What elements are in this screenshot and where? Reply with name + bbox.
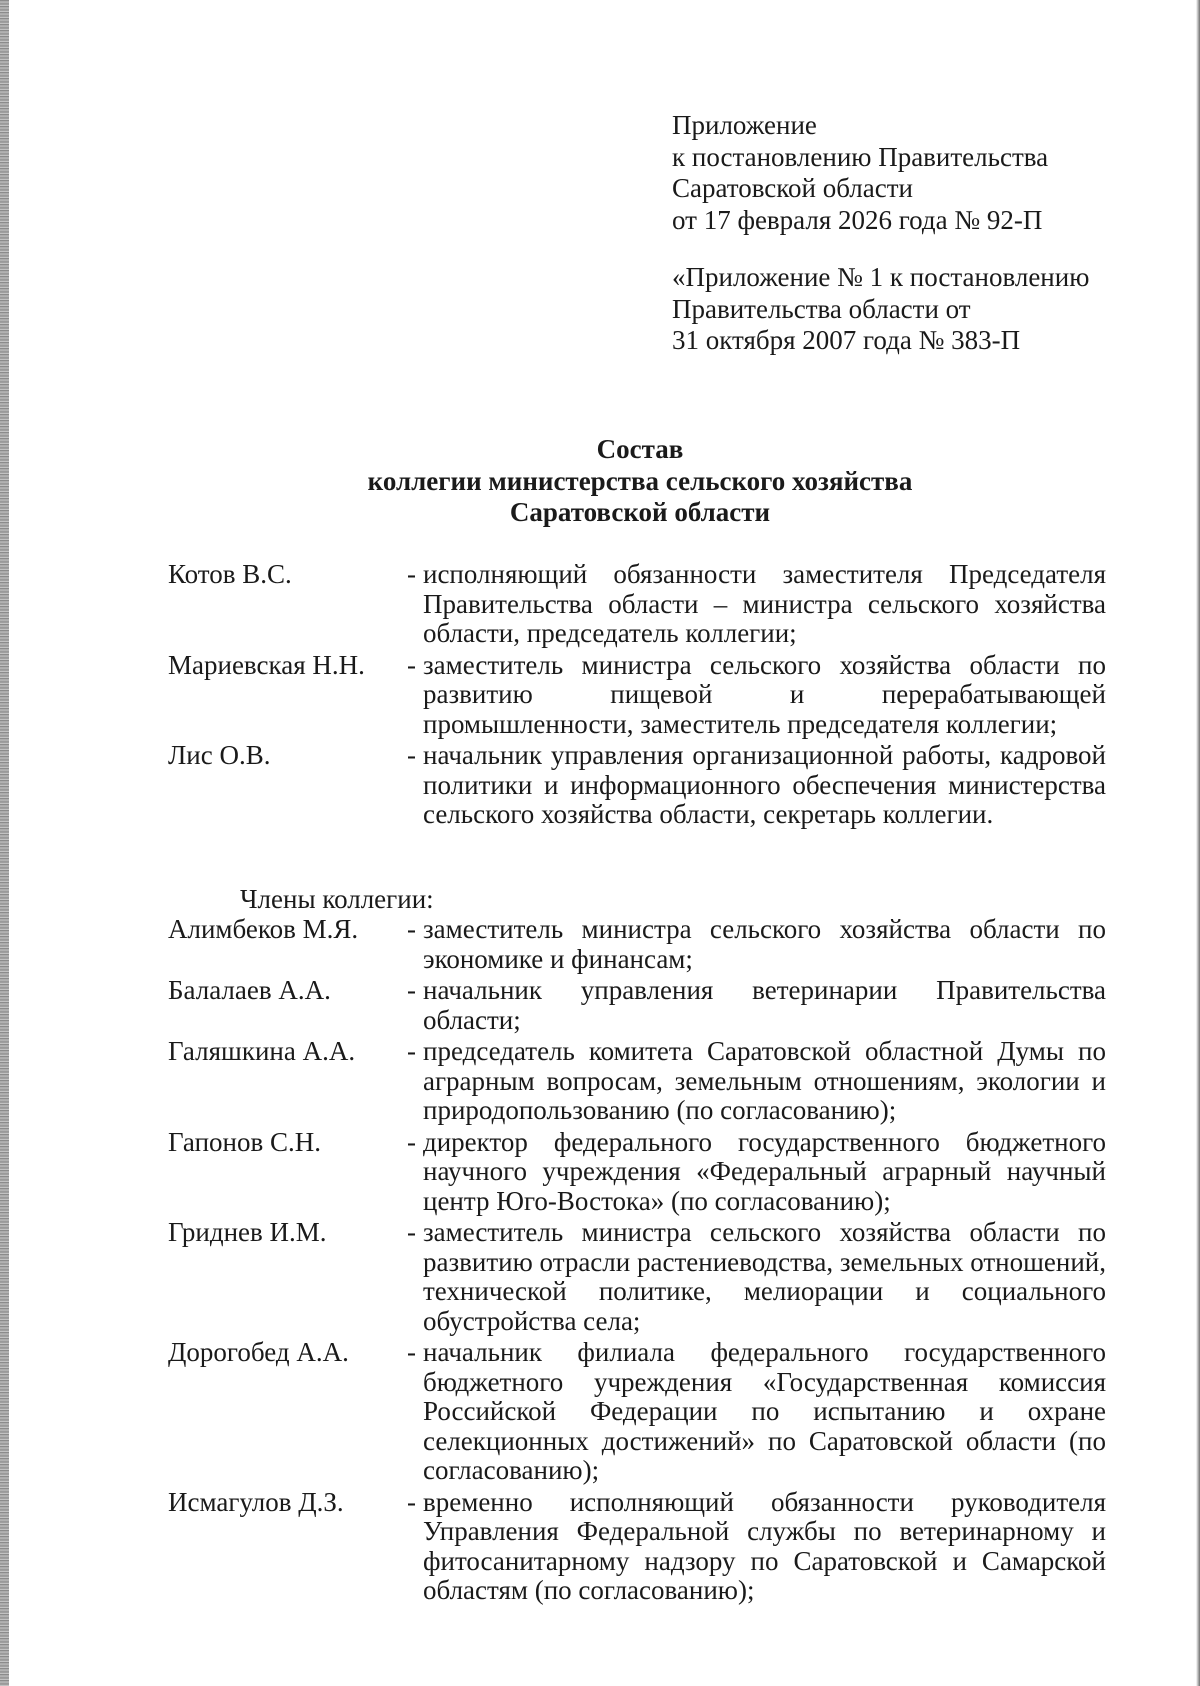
member-name: Мариевская Н.Н.: [168, 649, 365, 680]
member-row: [168, 1488, 1106, 1606]
title-line: Саратовской области: [509, 497, 771, 527]
member-role: - начальник управления ветеринарии Правительства области;: [407, 976, 1106, 1035]
member-name: Лис О.В.: [168, 740, 271, 770]
member-name: Гриднев И.М.: [168, 1217, 327, 1247]
appendix-line: Правительства области от: [672, 293, 971, 324]
appendix-line: к постановлению Правительства: [672, 141, 1049, 172]
appendix-line: от 17 февраля 2026 года № 92-П: [672, 204, 1043, 235]
document-title: [0, 434, 1200, 529]
member-row: [168, 1218, 1106, 1336]
leader-row: [168, 560, 1106, 649]
leaders-list: [168, 560, 1106, 832]
member-name: Галяшкина А.А.: [168, 1036, 356, 1066]
title-line: коллегии министерства сельского хозяйства: [367, 465, 913, 496]
scan-edge-right: [1196, 0, 1200, 1686]
appendix-line: Саратовской области: [672, 173, 913, 203]
members-list: [168, 915, 1106, 1608]
member-role: - заместитель министра сельского хозяйства области по развитию отрасли растениеводства, земельных отношений, технической политике, мелиорации и социального обустройства села;: [407, 1218, 1106, 1336]
member-row: [168, 915, 1106, 974]
member-name: Котов В.С.: [168, 559, 292, 589]
appendix-block: [672, 110, 1089, 357]
appendix-line: «Приложение № 1 к постановлению: [672, 262, 1090, 292]
member-role: - заместитель министра сельского хозяйства области по экономике и финансам;: [407, 915, 1106, 974]
member-name: Дорогобед А.А.: [168, 1337, 349, 1367]
member-name: Алимбеков М.Я.: [168, 914, 359, 944]
appendix-line: 31 октября 2007 года № 383-П: [672, 325, 1021, 355]
member-row: [168, 1128, 1106, 1217]
member-role: - председатель комитета Саратовской областной Думы по аграрным вопросам, земельным отношениям, экологии и природопользованию (по согласованию);: [407, 1037, 1106, 1126]
member-name: Гапонов С.Н.: [168, 1126, 321, 1157]
appendix-gap: [672, 236, 1089, 262]
member-row: [168, 976, 1106, 1035]
member-role: - заместитель министра сельского хозяйства области по развитию пищевой и перерабатывающей промышленности, заместитель председателя коллегии;: [407, 651, 1106, 740]
member-row: [168, 1338, 1106, 1486]
members-heading: Члены коллегии:: [240, 884, 434, 914]
member-role: - временно исполняющий обязанности руководителя Управления Федеральной службы по ветеринарному и фитосанитарному надзору по Саратовской и Самарской областям (по согласованию);: [407, 1488, 1106, 1606]
member-name: Балалаев А.А.: [168, 975, 331, 1005]
title-line: Состав: [596, 434, 684, 464]
leader-row: [168, 741, 1106, 830]
member-role: - исполняющий обязанности заместителя Председателя Правительства области – министра сельского хозяйства области, председатель коллегии;: [407, 560, 1106, 649]
scan-edge-left: [0, 0, 9, 1686]
leader-row: [168, 651, 1106, 740]
member-row: [168, 1037, 1106, 1126]
member-name: Исмагулов Д.З.: [168, 1486, 344, 1517]
member-role: - директор федерального государственного бюджетного научного учреждения «Федеральный аграрный научный центр Юго-Востока» (по согласованию);: [407, 1128, 1106, 1217]
member-role: - начальник управления организационной работы, кадровой политики и информационного обеспечения министерства сельского хозяйства области, секретарь коллегии.: [407, 741, 1106, 830]
member-role: - начальник филиала федерального государственного бюджетного учреждения «Государственная комиссия Российской Федерации по испытанию и охране селекционных достижений» по Саратовской области (по согласованию);: [407, 1338, 1106, 1486]
appendix-line: Приложение: [672, 110, 817, 140]
